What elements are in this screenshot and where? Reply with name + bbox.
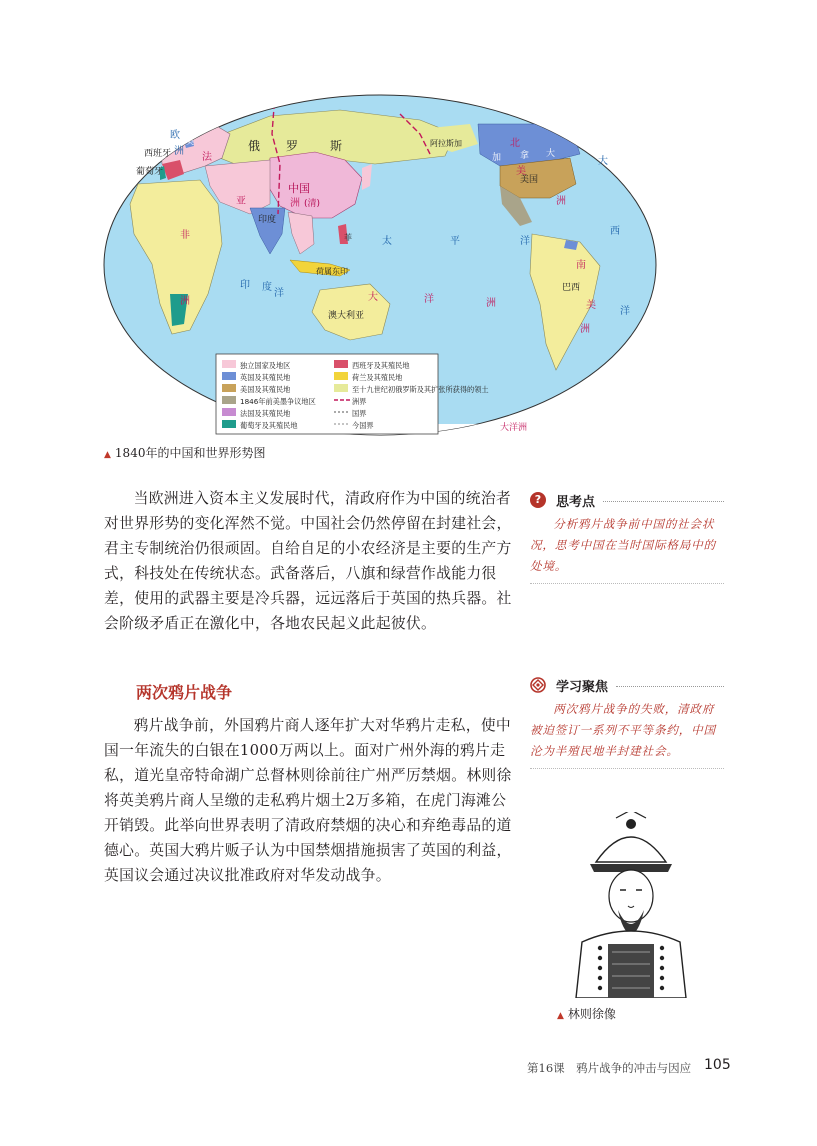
label-europe2: 洲 xyxy=(174,146,184,157)
label-indian3: 洋 xyxy=(274,288,284,299)
learning-focus-header xyxy=(530,675,724,695)
label-canada2: 拿 xyxy=(520,151,530,161)
map-caption-text: 1840年的中国和世界形势图 xyxy=(114,446,266,460)
lin-zexu-portrait xyxy=(556,812,706,998)
legend-swatch xyxy=(222,360,236,368)
learning-focus-box xyxy=(530,675,724,769)
think-point-header xyxy=(530,490,724,510)
label-france: 法 xyxy=(202,152,212,163)
label-alaska: 阿拉斯加 xyxy=(430,139,462,148)
label-asia: 亚 xyxy=(236,196,246,207)
label-russia1: 俄 xyxy=(248,139,261,153)
think-point-text: 分析鸦片战争前中国的社会状况，思考中国在当时国际格局中的处境。 xyxy=(530,517,716,573)
world-map-1840 xyxy=(100,94,660,436)
paragraph-2-text: 鸦片战争前，外国鸦片商人逐年扩大对华鸦片走私，使中国一年流失的白银在1000万两以上。面对广州外海的鸦片走私，道光皇帝特命湖广总督林则徐前往广州严厉禁烟。林则徐将英美鸦片商人呈缴的走私鸦片烟土2万多箱，在虎门海滩公开销毁。此举向世界表明了清政府禁烟的决心和弃绝毒品的道德心。英国大鸦片贩子认为中国禁烟措施损害了英国的利益，英国议会通过决议批准政府对华发动战争。 xyxy=(104,717,512,884)
triangle-icon: ▲ xyxy=(104,450,111,460)
label-south3: 洲 xyxy=(580,324,590,335)
label-south2: 美 xyxy=(586,300,596,311)
section-heading: 两次鸦片战争 xyxy=(136,683,233,702)
label-england: 英 xyxy=(186,137,194,146)
legend-swatch xyxy=(222,396,236,404)
label-pacific1: 太 xyxy=(382,236,392,247)
legend-label: 英国及其殖民地 xyxy=(240,373,291,382)
label-portugal: 葡萄牙 xyxy=(136,167,164,177)
divider xyxy=(530,768,724,769)
think-point-box xyxy=(530,490,724,584)
label-ph: 菲 xyxy=(344,233,352,242)
legend-label: 至十九世纪初俄罗斯及其扩张所获得的领土 xyxy=(352,385,489,394)
label-pacific2: 平 xyxy=(450,236,460,247)
label-south1: 南 xyxy=(576,260,586,271)
map-caption xyxy=(104,444,265,461)
question-icon: ? xyxy=(530,492,546,508)
legend-label: 洲界 xyxy=(352,397,367,406)
divider xyxy=(530,583,724,584)
label-russia3: 斯 xyxy=(330,139,343,153)
label-atl2: 西 xyxy=(610,226,620,237)
label-atl3: 洋 xyxy=(620,306,630,317)
legend-swatch xyxy=(222,372,236,380)
legend-label: 美国及其殖民地 xyxy=(240,385,291,394)
label-brazil: 巴西 xyxy=(562,283,581,293)
triangle-icon: ▲ xyxy=(557,1011,564,1021)
label-africa1: 非 xyxy=(180,230,190,241)
legend-swatch xyxy=(334,372,348,380)
learning-focus-title: 学习聚焦 xyxy=(556,679,609,695)
label-pacific3: 洋 xyxy=(520,236,530,247)
label-europe: 欧 xyxy=(170,130,180,141)
divider xyxy=(616,686,724,687)
label-china2: (清) xyxy=(304,199,321,209)
think-point-title: 思考点 xyxy=(556,494,596,510)
legend-label: 1846年前美墨争议地区 xyxy=(240,397,316,406)
legend-swatch xyxy=(222,408,236,416)
label-china1: 中国 xyxy=(288,182,310,195)
legend-label: 国界 xyxy=(352,409,367,418)
legend-label: 葡萄牙及其殖民地 xyxy=(240,421,298,430)
legend-label: 今国界 xyxy=(352,421,374,430)
paragraph-1-text: 当欧洲进入资本主义发展时代，清政府作为中国的统治者对世界形势的变化浑然不觉。中国社会仍然停留在封建社会，君主专制统治仍很顽固。自给自足的小农经济是主要的生产方式，科技处在传统状态。武备落后，八旗和绿营作战能力很差，使用的武器主要是冷兵器，远远落后于英国的热兵器。社会阶级矛盾正在激化中，各地农民起义此起彼伏。 xyxy=(104,490,512,632)
label-dutch: 荷属东印 xyxy=(316,267,348,276)
label-oceania1: 大 xyxy=(368,292,378,303)
label-russia2: 罗 xyxy=(286,139,299,153)
label-indian1: 印 xyxy=(240,280,250,291)
label-usa: 美国 xyxy=(520,175,539,185)
legend-label: 西班牙及其殖民地 xyxy=(352,361,410,370)
legend-swatch xyxy=(222,420,236,428)
legend-swatch xyxy=(334,360,348,368)
legend-label: 独立国家及地区 xyxy=(240,361,291,370)
label-asia2: 洲 xyxy=(290,198,300,209)
learning-focus-text: 两次鸦片战争的失败，清政府被迫签订一系列不平等条约，中国沦为半殖民地半封建社会。 xyxy=(530,702,716,758)
legend-swatch xyxy=(334,384,348,392)
label-antarctic: 大洋洲 xyxy=(500,423,528,433)
legend-label: 荷兰及其殖民地 xyxy=(352,373,403,382)
world-map-svg xyxy=(100,94,660,436)
legend-label: 法国及其殖民地 xyxy=(240,409,291,418)
portrait-caption xyxy=(557,1005,616,1022)
paragraph-2 xyxy=(104,713,512,888)
legend-swatch xyxy=(222,384,236,392)
label-india: 印度 xyxy=(258,215,277,225)
label-australia: 澳大利亚 xyxy=(328,311,365,321)
label-north2: 美 xyxy=(516,166,526,177)
label-spain: 西班牙 xyxy=(144,149,172,159)
label-atl1: 大 xyxy=(598,156,608,167)
label-africa2: 洲 xyxy=(180,296,190,307)
footer-lesson: 第16课 鸦片战争的冲击与因应 xyxy=(527,1061,692,1075)
focus-icon xyxy=(530,677,546,693)
page-number: 105 xyxy=(704,1057,731,1073)
label-oceania3: 洲 xyxy=(486,298,496,309)
label-oceania2: 洋 xyxy=(424,294,434,305)
divider xyxy=(603,501,724,502)
label-canada3: 大 xyxy=(546,149,556,159)
label-north3: 洲 xyxy=(556,196,566,207)
portrait-caption-text: 林则徐像 xyxy=(567,1007,616,1021)
label-north1: 北 xyxy=(510,138,520,149)
label-canada1: 加 xyxy=(492,153,502,163)
paragraph-1 xyxy=(104,486,512,636)
label-indian2: 度 xyxy=(262,282,272,293)
